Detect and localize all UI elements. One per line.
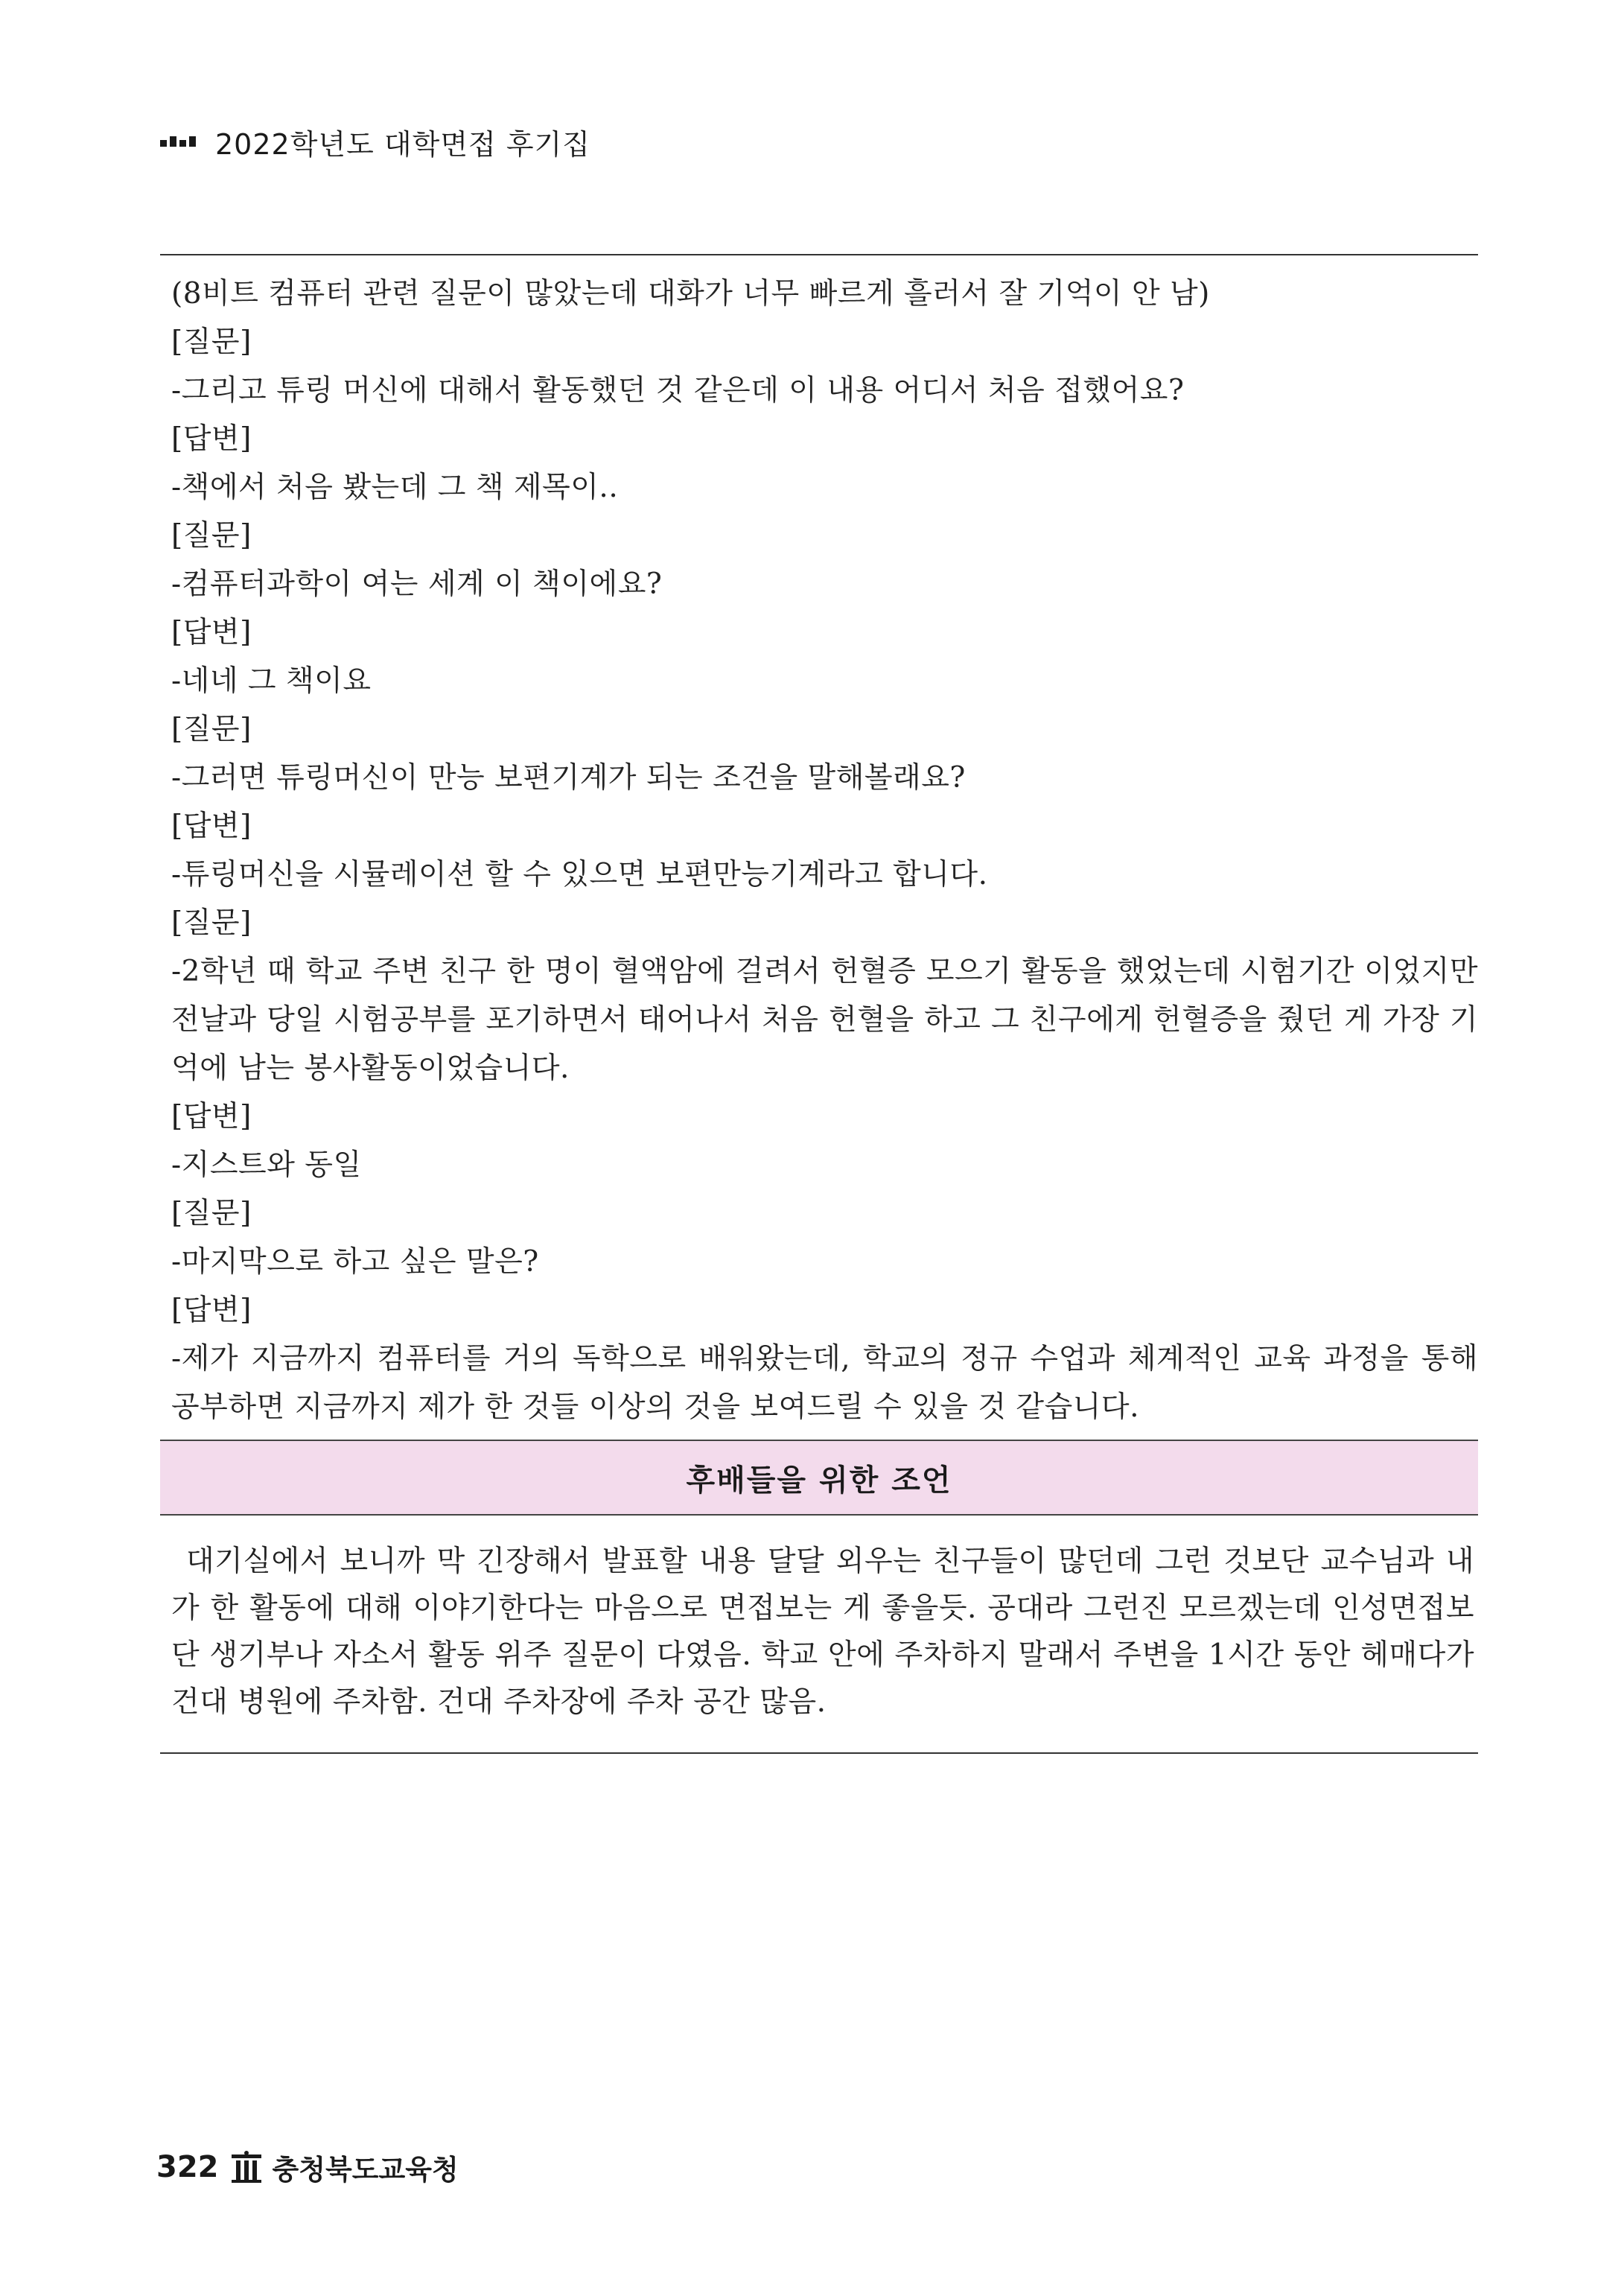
- interview-line: -튜링머신을 시뮬레이션 할 수 있으면 보편만능기계라고 합니다.: [171, 858, 988, 891]
- interview-paragraph: -제가 지금까지 컴퓨터를 거의 독학으로 배워왔는데, 학교의 정규 수업과 체계적인 교육 과정을 통해 공부하면 지금까지 제가 한 것들 이상의 것을 보여드릴 수 있을 것 같습니다.: [171, 1342, 1478, 1424]
- advice-heading-box: [160, 1440, 1478, 1516]
- answer-label: [답변]: [171, 422, 252, 456]
- question-label: [질문]: [171, 906, 252, 940]
- advice-body: 대기실에서 보니까 막 긴장해서 발표할 내용 달달 외우는 친구들이 많던데 그런 것보단 교수님과 내가 한 활동에 대해 이야기한다는 마음으로 면접보는 게 좋을듯. 공대라 그런진 모르겠는데 인성면접보단 생기부나 자소서 활동 위주 질문이 다였음. 학교 안에 주차하지 말래서 주변을 1시간 동안 헤매다가 건대 병원에 주차함. 건대 주차장에 주차 공간 많음.: [171, 1545, 1474, 1719]
- interview-line: -네네 그 책이요: [171, 664, 372, 698]
- answer-label: [답변]: [171, 1100, 252, 1133]
- page-number: 322: [156, 2150, 219, 2184]
- interview-line: -그러면 튜링머신이 만능 보편기계가 되는 조건을 말해볼래요?: [171, 761, 966, 795]
- interview-line: -지스트와 동일: [171, 1148, 362, 1182]
- running-header: [160, 119, 590, 164]
- interview-line: (8비트 컴퓨터 관련 질문이 많았는데 대화가 너무 빠르게 흘러서 잘 기억이 안 남): [171, 277, 1210, 311]
- question-label: [질문]: [171, 1197, 252, 1230]
- interview-line: -마지막으로 하고 싶은 말은?: [171, 1245, 539, 1279]
- footer-organization: 충청북도교육청: [272, 2154, 459, 2186]
- page-footer: [156, 2145, 459, 2190]
- header-mark-icon: [160, 136, 199, 147]
- answer-label: [답변]: [171, 810, 252, 843]
- question-label: [질문]: [171, 325, 252, 359]
- interview-line: -그리고 튜링 머신에 대해서 활동했던 것 같은데 이 내용 어디서 처음 접했어요?: [171, 374, 1185, 407]
- answer-label: [답변]: [171, 1294, 252, 1327]
- answer-label: [답변]: [171, 616, 252, 649]
- top-divider: [160, 254, 1478, 255]
- header-title: 2022학년도 대학면접 후기집: [215, 127, 590, 161]
- question-label: [질문]: [171, 713, 252, 746]
- question-label: [질문]: [171, 519, 252, 553]
- interview-paragraph: -2학년 때 학교 주변 친구 한 명이 혈액암에 걸려서 헌혈증 모으기 활동을 했었는데 시험기간 이었지만 전날과 당일 시험공부를 포기하면서 태어나서 처음 헌혈을 하고 그 친구에게 헌혈증을 줬던 게 가장 기억에 남는 봉사활동이었습니다.: [171, 955, 1478, 1085]
- bottom-divider: [160, 1752, 1478, 1754]
- advice-title: 후배들을 위한 조언: [686, 1463, 952, 1498]
- interview-line: -컴퓨터과학이 여는 세계 이 책이에요?: [171, 567, 663, 601]
- education-office-logo-icon: [229, 2150, 264, 2184]
- interview-transcript: [171, 270, 1478, 1431]
- interview-line: -책에서 처음 봤는데 그 책 제목이..: [171, 471, 619, 504]
